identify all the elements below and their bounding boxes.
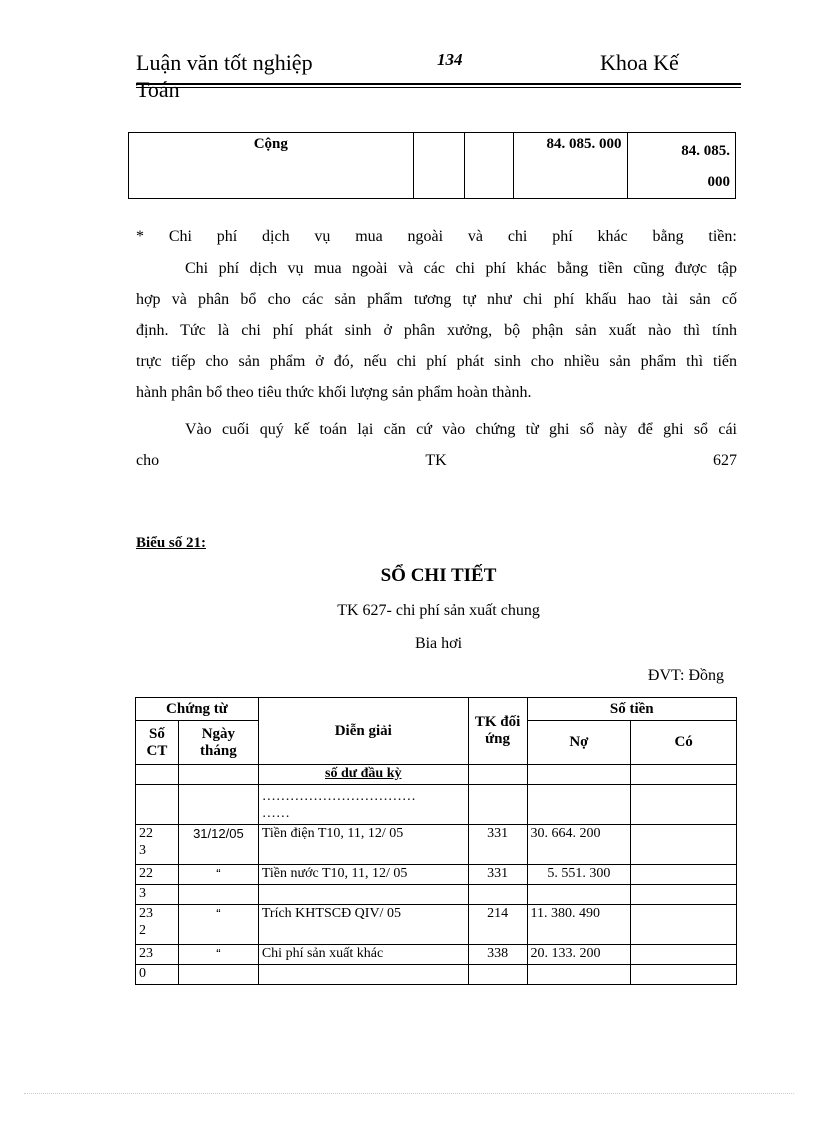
voucher-no: 22 3 xyxy=(136,825,179,865)
word: cho xyxy=(136,452,160,469)
cell xyxy=(527,885,631,905)
header-description: Diễn giải xyxy=(258,698,468,765)
credit xyxy=(631,865,737,885)
form-product: Bia hơi xyxy=(414,635,463,652)
dots-cell xyxy=(258,785,468,825)
heading-word: khác xyxy=(597,228,628,245)
footer-dotted-line xyxy=(24,1093,794,1094)
voucher-date: 31/12/05 xyxy=(178,825,258,865)
cell xyxy=(631,885,737,905)
ledger-table xyxy=(135,697,737,985)
total-debit: 84. 085. 000 xyxy=(514,133,627,199)
debit: 11. 380. 490 xyxy=(527,905,631,945)
total-credit-line2: 000 xyxy=(707,174,730,190)
debit: 5. 551. 300 xyxy=(527,865,631,885)
contra-account: 214 xyxy=(468,905,527,945)
cell xyxy=(468,785,527,825)
word: TK xyxy=(425,452,447,469)
heading-word: bằng xyxy=(652,228,684,245)
word: 627 xyxy=(713,452,737,469)
paragraph-line: Chi phí dịch vụ mua ngoài và các chi phí khác bằng tiền cũng được tập xyxy=(185,260,737,277)
cell xyxy=(631,965,737,985)
cell xyxy=(468,765,527,785)
cell xyxy=(258,965,468,985)
cell xyxy=(178,785,258,825)
cell xyxy=(178,765,258,785)
contra-account: 331 xyxy=(468,825,527,865)
header-left: Luận văn tốt nghiệp xyxy=(136,50,313,75)
header-contra-account: TK đối ứng xyxy=(468,698,527,765)
description: Tiền nước T10, 11, 12/ 05 xyxy=(258,865,468,885)
total-credit xyxy=(627,133,735,199)
header-debit: Nợ xyxy=(527,721,631,765)
paragraph-line: hành phân bổ theo tiêu thức khối lượng sản phẩm hoàn thành. xyxy=(136,384,532,401)
cell xyxy=(136,765,179,785)
heading-word: dịch xyxy=(262,228,290,245)
heading-word: tiền: xyxy=(708,228,737,245)
cell xyxy=(468,885,527,905)
table-row-continued xyxy=(136,965,737,985)
cell xyxy=(468,965,527,985)
form-label: Biểu số 21: xyxy=(136,535,207,551)
cell xyxy=(527,965,631,985)
section-heading xyxy=(136,221,737,252)
paragraph-line: trực tiếp cho sản phẩm ở đó, nếu chi phí phát sinh cho nhiều sản phẩm thì tiến xyxy=(136,353,737,370)
header-right: Khoa Kế xyxy=(600,50,679,75)
cell xyxy=(527,785,631,825)
description: Chi phí sản xuất khác xyxy=(258,945,468,965)
empty-cell xyxy=(464,133,513,199)
heading-word: và xyxy=(467,228,484,245)
page-number: 134 xyxy=(437,50,463,69)
header-voucher: Chứng từ xyxy=(136,698,259,721)
debit: 20. 133. 200 xyxy=(527,945,631,965)
paragraph-line: định. Tức là chi phí phát sinh ở phân xưởng, bộ phận sản xuất nào thì tính xyxy=(136,322,737,339)
cell xyxy=(631,785,737,825)
paragraph-line: hợp và phân bổ cho các sản phẩm tương tự như chi phí khấu hao tài sản cố xyxy=(136,291,737,308)
debit: 30. 664. 200 xyxy=(527,825,631,865)
cell xyxy=(527,765,631,785)
voucher-no: 23 xyxy=(136,945,179,965)
credit xyxy=(631,945,737,965)
paragraph-line-spread xyxy=(136,445,737,476)
header-voucher-no: Số CT xyxy=(136,721,179,765)
header-credit: Có xyxy=(631,721,737,765)
voucher-date: “ xyxy=(178,945,258,965)
heading-word: mua xyxy=(355,228,383,245)
unit-label: ĐVT: Đồng xyxy=(647,667,724,684)
total-label: Cộng xyxy=(129,133,414,199)
voucher-no-continued: 3 xyxy=(136,885,179,905)
heading-word: vụ xyxy=(314,228,331,245)
voucher-no: 22 xyxy=(136,865,179,885)
contra-account: 331 xyxy=(468,865,527,885)
dots: …………………………… xyxy=(261,789,416,804)
total-credit-line1: 84. 085. xyxy=(681,143,730,159)
voucher-no-continued: 0 xyxy=(136,965,179,985)
credit xyxy=(631,905,737,945)
description: Tiền điện T10, 11, 12/ 05 xyxy=(258,825,468,865)
voucher-date: “ xyxy=(178,905,258,945)
cell xyxy=(178,965,258,985)
header-left-continued: Toán xyxy=(136,77,180,102)
opening-balance: số dư đầu kỳ xyxy=(258,765,468,785)
heading-word: phí xyxy=(552,228,573,245)
credit xyxy=(631,825,737,865)
table-row xyxy=(136,865,737,885)
cell xyxy=(136,785,179,825)
heading-word: ngoài xyxy=(407,228,444,245)
cell xyxy=(258,885,468,905)
cell xyxy=(178,885,258,905)
heading-word: chi xyxy=(507,228,528,245)
dots: …… xyxy=(261,806,290,821)
heading-word: Chi xyxy=(168,228,192,245)
description: Trích KHTSCĐ QIV/ 05 xyxy=(258,905,468,945)
header-rule xyxy=(136,83,741,85)
total-table xyxy=(128,132,736,199)
form-subtitle: TK 627- chi phí sản xuất chung xyxy=(337,602,540,619)
table-row xyxy=(136,945,737,965)
table-row-continued xyxy=(136,885,737,905)
cell xyxy=(631,765,737,785)
heading-word: phí xyxy=(216,228,238,245)
voucher-no: 23 2 xyxy=(136,905,179,945)
table-row xyxy=(136,825,737,865)
header-amount: Số tiền xyxy=(527,698,736,721)
voucher-date: “ xyxy=(178,865,258,885)
table-row xyxy=(136,905,737,945)
heading-word: * xyxy=(136,228,144,245)
contra-account: 338 xyxy=(468,945,527,965)
header-voucher-date: Ngày tháng xyxy=(178,721,258,765)
empty-cell xyxy=(413,133,464,199)
header-rule-thin xyxy=(136,87,741,88)
paragraph-line: Vào cuối quý kế toán lại căn cứ vào chứng từ ghi sổ này để ghi sổ cái xyxy=(185,421,737,438)
form-title: SỔ CHI TIẾT xyxy=(380,565,497,586)
